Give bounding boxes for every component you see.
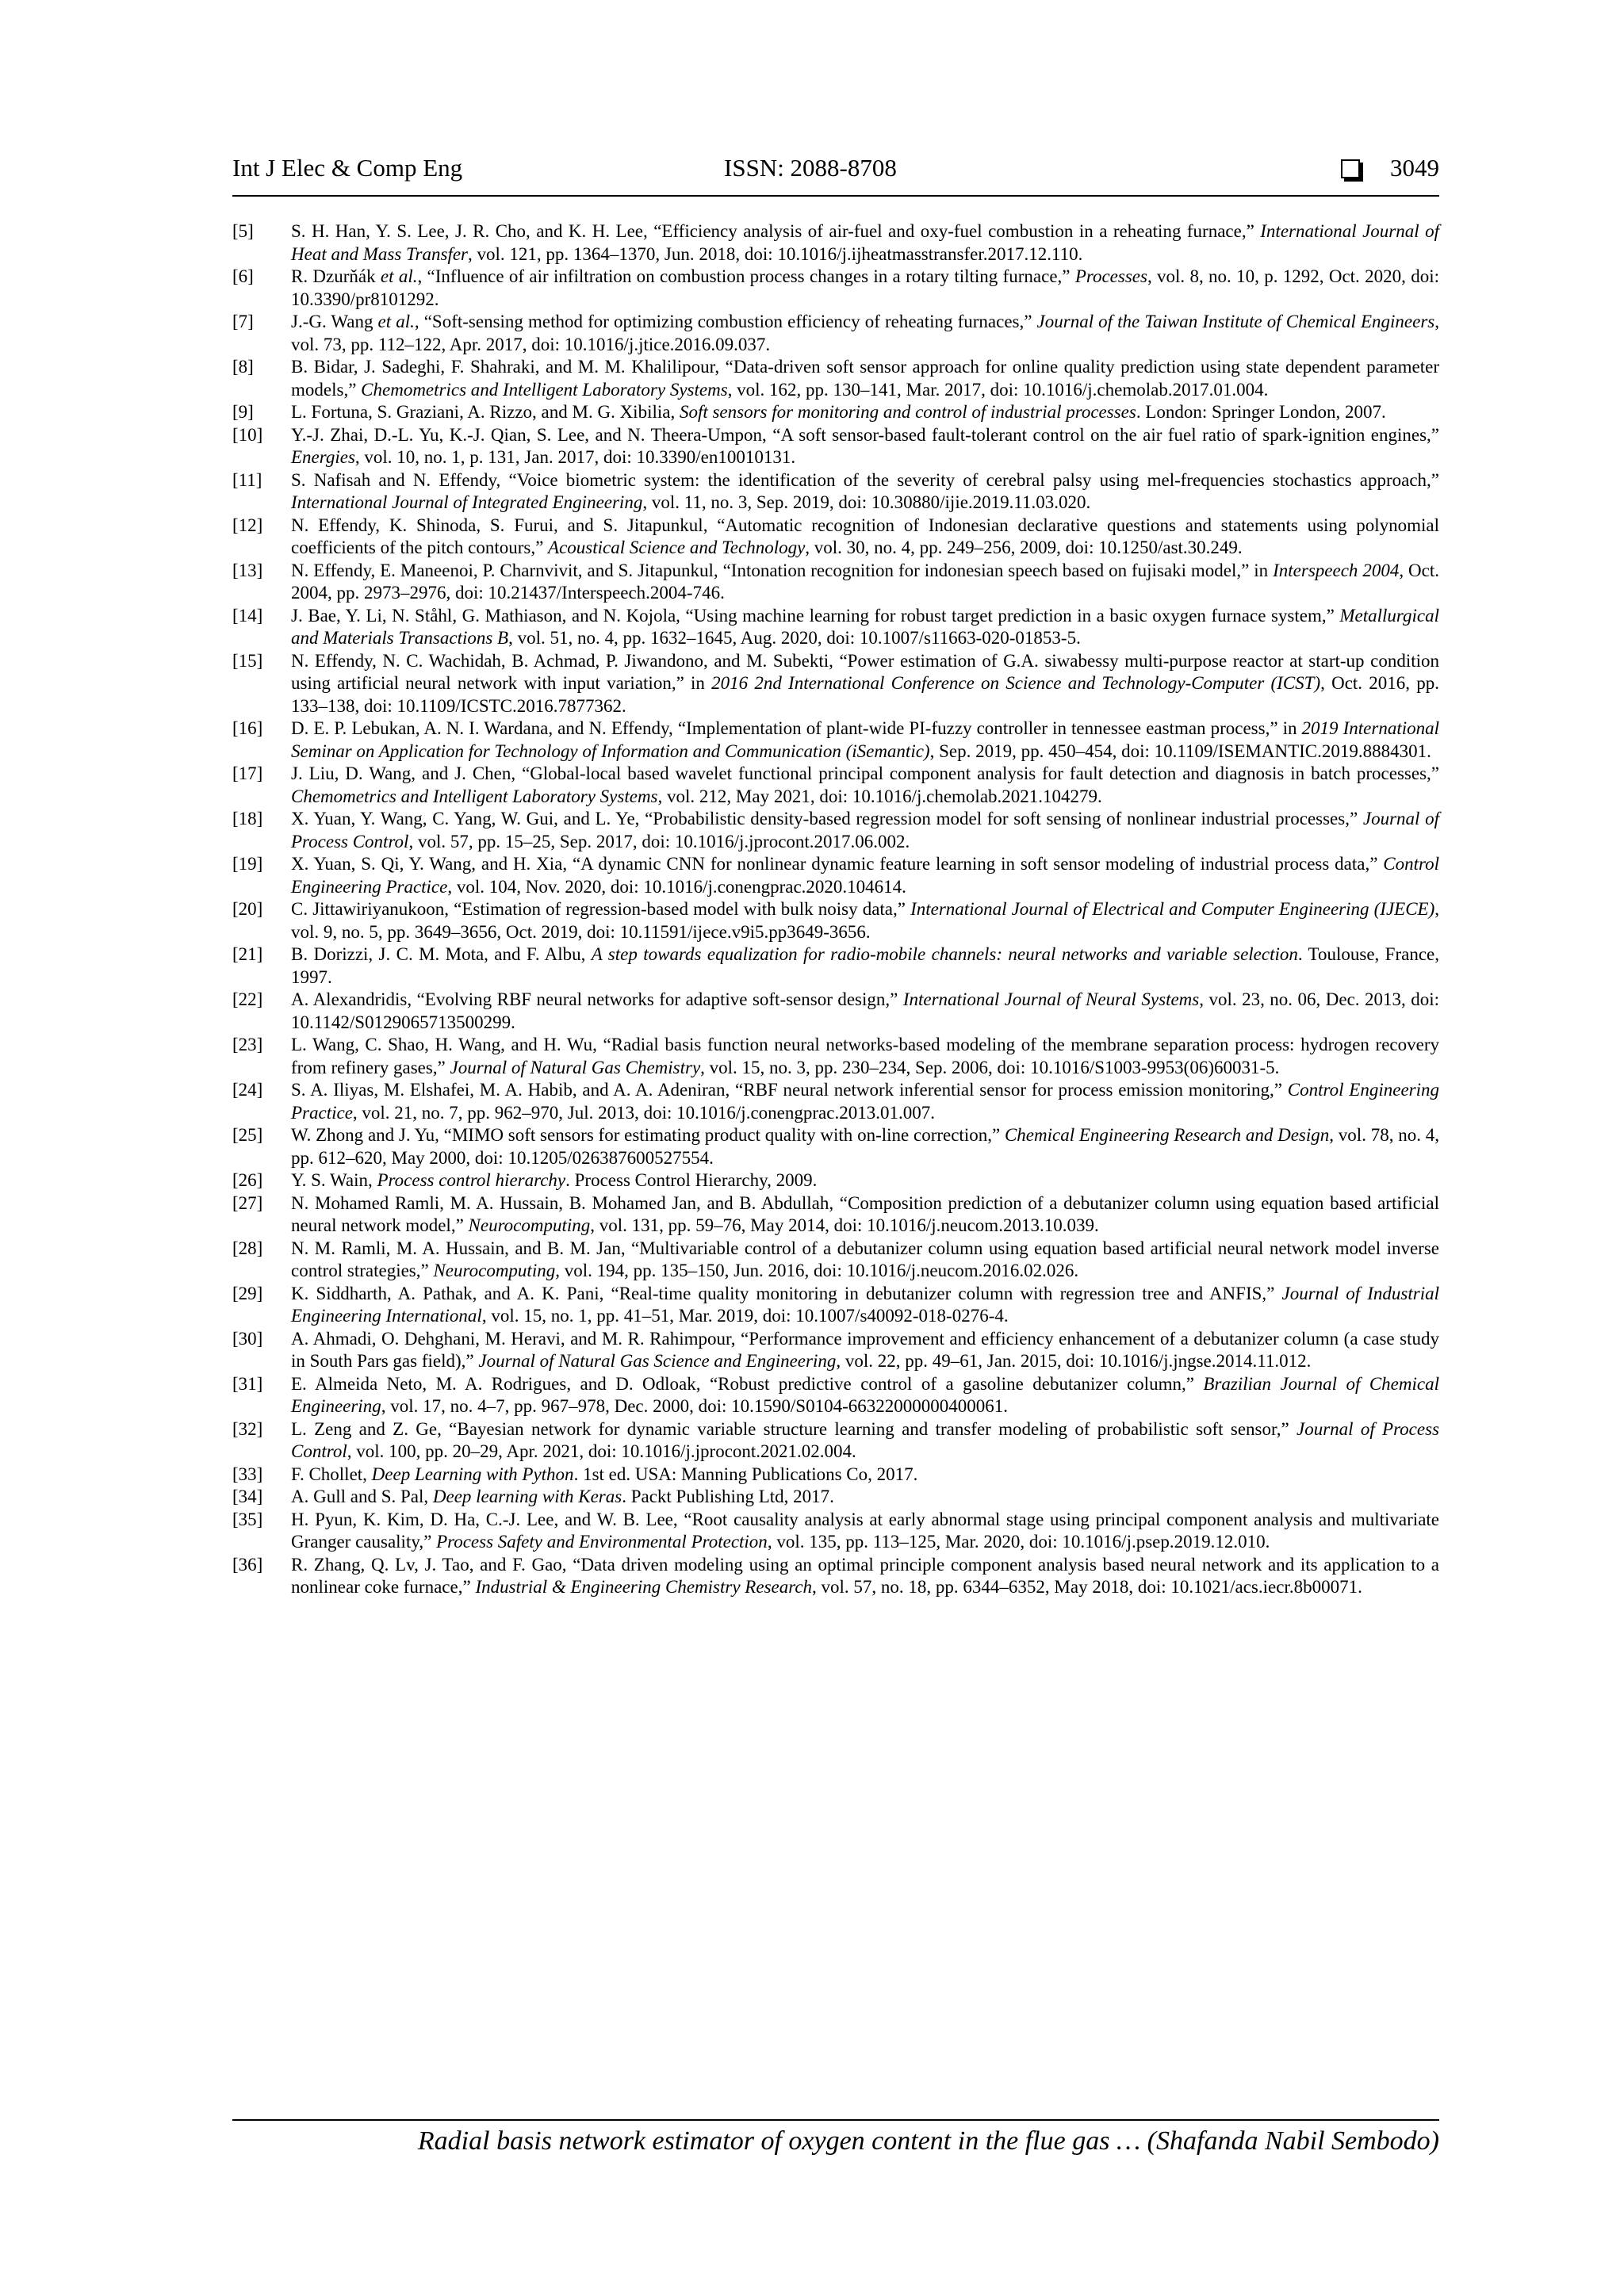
reference-text <box>291 1169 1439 1192</box>
reference-text-part: A. Ahmadi, O. Dehghani, M. Heravi, and M. R. Rahimpour, “Performance improvement and efficiency enhancement of a debutanizer column (a case study in South Pars gas field),” <box>291 1328 1439 1371</box>
reference-number: [30] <box>232 1328 263 1349</box>
reference-source-italic: Metallurgical and Materials Transactions B <box>291 605 1439 648</box>
reference-text-part: , vol. 57, no. 18, pp. 6344–6352, May 2018, doi: 10.1021/acs.iecr.8b00071. <box>812 1577 1362 1597</box>
reference-text-part: , vol. 15, no. 3, pp. 230–234, Sep. 2006, doi: 10.1016/S1003-9953(06)60031-5. <box>700 1057 1280 1077</box>
reference-text <box>291 1554 1439 1599</box>
reference-text <box>291 356 1439 401</box>
reference-number: [20] <box>232 899 263 919</box>
reference-source-italic: Acoustical Science and Technology <box>548 538 806 557</box>
reference-source-italic: Process Safety and Environmental Protection <box>436 1532 768 1552</box>
reference-item <box>232 650 1439 718</box>
reference-text-part: . Process Control Hierarchy, 2009. <box>565 1170 818 1190</box>
reference-text <box>291 220 1439 266</box>
reference-text-part: , “Influence of air infiltration on combustion process changes in a rotary tilting furnace,” <box>417 266 1075 286</box>
reference-text-part: A. Alexandridis, “Evolving RBF neural networks for adaptive soft-sensor design,” <box>291 989 903 1009</box>
reference-list <box>232 220 1439 1599</box>
reference-number: [25] <box>232 1125 263 1145</box>
reference-text <box>291 560 1439 605</box>
reference-item <box>232 898 1439 943</box>
reference-source-italic: et al. <box>377 312 415 331</box>
reference-text-part: , vol. 212, May 2021, doi: 10.1016/j.chemolab.2021.104279. <box>657 786 1102 806</box>
reference-number: [29] <box>232 1283 263 1303</box>
reference-number: [21] <box>232 944 263 964</box>
reference-source-italic: Journal of Natural Gas Chemistry <box>450 1057 701 1077</box>
reference-item <box>232 424 1439 469</box>
reference-source-italic: Process control hierarchy <box>377 1170 566 1190</box>
reference-item <box>232 1192 1439 1238</box>
reference-item <box>232 469 1439 515</box>
reference-item <box>232 763 1439 808</box>
reference-item <box>232 605 1439 650</box>
reference-text <box>291 266 1439 311</box>
reference-source-italic: Journal of Process Control <box>291 1418 1439 1461</box>
reference-number: [14] <box>232 605 263 626</box>
reference-text-part: , Oct. 2016, pp. 133–138, doi: 10.1109/ICSTC.2016.7877362. <box>291 673 1439 716</box>
reference-source-italic: Control Engineering Practice <box>291 854 1439 897</box>
reference-number: [23] <box>232 1035 263 1054</box>
reference-text <box>291 401 1439 424</box>
reference-item <box>232 1169 1439 1192</box>
reference-text <box>291 650 1439 718</box>
reference-number: [19] <box>232 854 263 874</box>
reference-source-italic: Journal of the Taiwan Institute of Chemical Engineers <box>1036 312 1435 331</box>
reference-number: [28] <box>232 1238 263 1258</box>
reference-text <box>291 1328 1439 1373</box>
reference-source-italic: Control Engineering Practice <box>291 1080 1439 1123</box>
reference-text <box>291 424 1439 469</box>
reference-number: [26] <box>232 1170 263 1190</box>
reference-text-part: , vol. 131, pp. 59–76, May 2014, doi: 10.1016/j.neucom.2013.10.039. <box>590 1215 1099 1235</box>
reference-text-part: , vol. 162, pp. 130–141, Mar. 2017, doi: 10.1016/j.chemolab.2017.01.004. <box>727 379 1269 400</box>
reference-text-part: N. Effendy, K. Shinoda, S. Furui, and S. Jitapunkul, “Automatic recognition of Indonesian declarative questions and statements using polynomial coefficients of the pitch contours,” <box>291 515 1439 557</box>
reference-item <box>232 515 1439 560</box>
reference-text <box>291 515 1439 560</box>
reference-number: [11] <box>232 469 262 490</box>
reference-item <box>232 266 1439 311</box>
reference-text <box>291 718 1439 763</box>
reference-number: [9] <box>232 402 254 422</box>
reference-text-part: W. Zhong and J. Yu, “MIMO soft sensors for estimating product quality with on-line correction,” <box>291 1125 1005 1145</box>
reference-text-part: D. E. P. Lebukan, A. N. I. Wardana, and N. Effendy, “Implementation of plant-wide PI-fuzzy controller in tennessee eastman process,” in <box>291 718 1302 738</box>
reference-text-part: J.-G. Wang <box>291 312 378 331</box>
reference-number: [35] <box>232 1509 263 1529</box>
reference-number: [10] <box>232 424 263 445</box>
reference-source-italic: Chemometrics and Intelligent Laboratory Systems <box>361 379 728 400</box>
reference-text-part: , vol. 9, no. 5, pp. 3649–3656, Oct. 2019, doi: 10.11591/ijece.v9i5.pp3649-3656. <box>291 899 1440 942</box>
footer-rule <box>232 2119 1439 2121</box>
reference-text <box>291 1124 1439 1169</box>
reference-item <box>232 1464 1439 1487</box>
reference-text-part: , vol. 194, pp. 135–150, Jun. 2016, doi: 10.1016/j.neucom.2016.02.026. <box>555 1261 1079 1280</box>
reference-text-part: , vol. 21, no. 7, pp. 962–970, Jul. 2013, doi: 10.1016/j.conengprac.2013.01.007. <box>352 1102 935 1123</box>
reference-text-part: , vol. 135, pp. 113–125, Mar. 2020, doi: 10.1016/j.psep.2019.12.010. <box>767 1532 1270 1552</box>
reference-source-italic: International Journal of Heat and Mass Transfer <box>291 221 1439 264</box>
reference-text-part: N. Effendy, N. C. Wachidah, B. Achmad, P. Jiwandono, and M. Subekti, “Power estimation of G.A. siwabessy multi-purpose reactor at start-up condition using artificial neural network with input variation,” in <box>291 650 1439 693</box>
page-number-group <box>1341 154 1439 182</box>
reference-source-italic: 2016 2nd International Conference on Science and Technology-Computer (ICST) <box>711 673 1321 693</box>
reference-item <box>232 1079 1439 1124</box>
reference-number: [31] <box>232 1373 263 1394</box>
reference-source-italic: International Journal of Neural Systems <box>902 989 1200 1009</box>
reference-source-italic: International Journal of Integrated Engineering <box>291 492 643 512</box>
reference-text <box>291 1486 1439 1509</box>
reference-number: [17] <box>232 763 263 783</box>
reference-text-part: B. Dorizzi, J. C. M. Mota, and F. Albu, <box>291 944 592 964</box>
reference-text-part: , vol. 30, no. 4, pp. 249–256, 2009, doi: 10.1250/ast.30.249. <box>805 538 1243 557</box>
reference-text-part: , “Soft-sensing method for optimizing combustion efficiency of reheating furnaces,” <box>414 312 1037 331</box>
reference-source-italic: Journal of Process Control <box>291 809 1439 851</box>
reference-source-italic: Neurocomputing <box>433 1261 556 1280</box>
reference-source-italic: Neurocomputing <box>468 1215 591 1235</box>
running-title: Radial basis network estimator of oxygen content in the flue gas … (Shafanda Nabil Sembodo) <box>417 2126 1439 2156</box>
reference-source-italic: Interspeech 2004 <box>1273 560 1400 580</box>
reference-item <box>232 401 1439 424</box>
reference-number: [24] <box>232 1080 263 1100</box>
reference-number: [12] <box>232 515 263 535</box>
reference-item <box>232 1238 1439 1283</box>
reference-item <box>232 943 1439 989</box>
reference-item <box>232 1486 1439 1509</box>
reference-text-part: N. Effendy, E. Maneenoi, P. Charnvivit, and S. Jitapunkul, “Intonation recognition for indonesian speech based on fujisaki model,” in <box>291 560 1274 580</box>
reference-item <box>232 1373 1439 1418</box>
issn: ISSN: 2088-8708 <box>724 154 897 182</box>
reference-text-part: H. Pyun, K. Kim, D. Ha, C.-J. Lee, and W. B. Lee, “Root causality analysis at early abnormal stage using principal component analysis and multivariate Granger causality,” <box>291 1509 1439 1552</box>
reference-text-part: C. Jittawiriyanukoon, “Estimation of regression-based model with bulk noisy data,” <box>291 899 911 919</box>
reference-text-part: , vol. 73, pp. 112–122, Apr. 2017, doi: 10.1016/j.jtice.2016.09.037. <box>291 312 1439 354</box>
reference-text-part: L. Wang, C. Shao, H. Wang, and H. Wu, “Radial basis function neural networks-based modeling of the membrane separation process: hydrogen recovery from refinery gases,” <box>291 1035 1439 1077</box>
page-header <box>232 154 1439 192</box>
page-number: 3049 <box>1390 154 1439 182</box>
reference-text-part: , vol. 15, no. 1, pp. 41–51, Mar. 2019, doi: 10.1007/s40092-018-0276-4. <box>481 1306 1009 1326</box>
reference-text-part: . London: Springer London, 2007. <box>1136 402 1386 422</box>
square-bullet-icon <box>1341 159 1360 178</box>
reference-number: [27] <box>232 1192 263 1213</box>
reference-text-part: S. A. Iliyas, M. Elshafei, M. A. Habib, and A. A. Adeniran, “RBF neural network inferential sensor for process emission monitoring,” <box>291 1080 1288 1100</box>
reference-text-part: B. Bidar, J. Sadeghi, F. Shahraki, and M. M. Khalilipour, “Data-driven soft sensor approach for online quality prediction using state dependent parameter models,” <box>291 357 1439 400</box>
reference-number: [18] <box>232 809 263 828</box>
reference-source-italic: Journal of Industrial Engineering International <box>291 1283 1440 1326</box>
reference-text <box>291 1192 1439 1238</box>
reference-text <box>291 311 1439 356</box>
reference-text <box>291 1034 1439 1079</box>
reference-source-italic: Journal of Natural Gas Science and Engineering <box>478 1351 837 1371</box>
reference-source-italic: A step towards equalization for radio-mobile channels: neural networks and variable selection <box>591 944 1298 964</box>
reference-text-part: Y. S. Wain, <box>291 1170 377 1190</box>
reference-text <box>291 1373 1439 1418</box>
reference-text-part: X. Yuan, Y. Wang, C. Yang, W. Gui, and L. Ye, “Probabilistic density-based regression model for soft sensing of nonlinear industrial processes,” <box>291 809 1363 828</box>
journal-name: Int J Elec & Comp Eng <box>232 154 463 182</box>
reference-text <box>291 808 1439 853</box>
reference-text-part: S. Nafisah and N. Effendy, “Voice biometric system: the identification of the severity of cerebral palsy using mel-frequencies stochastics approach,” <box>291 469 1439 490</box>
reference-text-part: X. Yuan, S. Qi, Y. Wang, and H. Xia, “A dynamic CNN for nonlinear dynamic feature learning in soft sensor modeling of industrial process data,” <box>291 854 1384 874</box>
reference-item <box>232 311 1439 356</box>
reference-text <box>291 1509 1439 1554</box>
reference-text <box>291 1079 1439 1124</box>
reference-text-part: . 1st ed. USA: Manning Publications Co, 2017. <box>573 1464 918 1484</box>
reference-text-part: . Toulouse, France, 1997. <box>291 944 1439 987</box>
reference-text-part: F. Chollet, <box>291 1464 372 1484</box>
reference-text-part: , vol. 10, no. 1, p. 131, Jan. 2017, doi: 10.3390/en10010131. <box>354 447 796 467</box>
reference-text <box>291 763 1439 808</box>
reference-number: [13] <box>232 560 263 580</box>
reference-item <box>232 853 1439 898</box>
reference-text-part: Y.-J. Zhai, D.-L. Yu, K.-J. Qian, S. Lee, and N. Theera-Umpon, “A soft sensor-based fault-tolerant control on the air fuel ratio of spark-ignition engines,” <box>291 424 1439 445</box>
reference-text-part: , Sep. 2019, pp. 450–454, doi: 10.1109/ISEMANTIC.2019.8884301. <box>929 740 1431 761</box>
reference-number: [6] <box>232 266 254 286</box>
reference-text-part: S. H. Han, Y. S. Lee, J. R. Cho, and K. H. Lee, “Efficiency analysis of air-fuel and oxy-fuel combustion in a reheating furnace,” <box>291 221 1261 241</box>
reference-text <box>291 469 1439 515</box>
reference-number: [16] <box>232 718 263 738</box>
reference-text <box>291 853 1439 898</box>
reference-item <box>232 356 1439 401</box>
reference-text <box>291 1418 1439 1464</box>
reference-item <box>232 1283 1439 1328</box>
reference-source-italic: Deep learning with Keras <box>432 1487 622 1506</box>
reference-item <box>232 220 1439 266</box>
reference-item <box>232 1509 1439 1554</box>
reference-text-part: , vol. 121, pp. 1364–1370, Jun. 2018, doi: 10.1016/j.ijheatmasstransfer.2017.12.110. <box>468 243 1083 264</box>
reference-text-part: E. Almeida Neto, M. A. Rodrigues, and D. Odloak, “Robust predictive control of a gasoline debutanizer column,” <box>291 1373 1204 1394</box>
reference-text <box>291 898 1439 943</box>
reference-text-part: L. Zeng and Z. Ge, “Bayesian network for dynamic variable structure learning and transfer modeling of probabilistic soft sensor,” <box>291 1418 1297 1439</box>
reference-item <box>232 808 1439 853</box>
reference-text-part: , vol. 8, no. 10, p. 1292, Oct. 2020, doi: 10.3390/pr8101292. <box>291 266 1439 309</box>
reference-source-italic: et al. <box>380 266 418 286</box>
reference-text-part: , vol. 51, no. 4, pp. 1632–1645, Aug. 2020, doi: 10.1007/s11663-020-01853-5. <box>508 628 1081 648</box>
reference-text-part: L. Fortuna, S. Graziani, A. Rizzo, and M. G. Xibilia, <box>291 402 680 422</box>
reference-item <box>232 1418 1439 1464</box>
reference-text-part: , vol. 78, no. 4, pp. 612–620, May 2000, doi: 10.1205/026387600527554. <box>291 1125 1440 1168</box>
reference-text <box>291 605 1439 650</box>
reference-text <box>291 989 1439 1034</box>
reference-text-part: , vol. 104, Nov. 2020, doi: 10.1016/j.conengprac.2020.104614. <box>447 876 906 897</box>
reference-number: [32] <box>232 1418 263 1439</box>
header-rule <box>232 195 1439 197</box>
reference-item <box>232 1124 1439 1169</box>
reference-text-part: , Oct. 2004, pp. 2973–2976, doi: 10.21437/Interspeech.2004-746. <box>291 560 1439 603</box>
reference-text-part: N. M. Ramli, M. A. Hussain, and B. M. Jan, “Multivariable control of a debutanizer column using equation based artificial neural network model inverse control strategies,” <box>291 1238 1439 1280</box>
reference-item <box>232 718 1439 763</box>
reference-number: [36] <box>232 1554 263 1575</box>
reference-text-part: A. Gull and S. Pal, <box>291 1487 433 1506</box>
reference-text <box>291 943 1439 989</box>
reference-number: [15] <box>232 650 263 671</box>
reference-item <box>232 1554 1439 1599</box>
reference-source-italic: Soft sensors for monitoring and control of industrial processes <box>679 402 1136 422</box>
reference-item <box>232 560 1439 605</box>
reference-text-part: , vol. 17, no. 4–7, pp. 967–978, Dec. 2000, doi: 10.1590/S0104-66322000000400061. <box>381 1396 1008 1416</box>
reference-text-part: J. Liu, D. Wang, and J. Chen, “Global-local based wavelet functional principal component analysis for fault detection and diagnosis in batch processes,” <box>291 763 1439 783</box>
reference-source-italic: 2019 International Seminar on Application for Technology of Information and Communication (iSemantic) <box>291 718 1439 761</box>
reference-number: [33] <box>232 1464 263 1484</box>
reference-text-part: R. Dzurňák <box>291 266 381 286</box>
reference-source-italic: Chemometrics and Intelligent Laboratory Systems <box>291 786 658 806</box>
reference-text-part: . Packt Publishing Ltd, 2017. <box>622 1487 834 1506</box>
reference-text <box>291 1283 1439 1328</box>
reference-text-part: , vol. 57, pp. 15–25, Sep. 2017, doi: 10.1016/j.jprocont.2017.06.002. <box>408 831 910 851</box>
reference-text-part: K. Siddharth, A. Pathak, and A. K. Pani, “Real-time quality monitoring in debutanizer column with regression tree and ANFIS,” <box>291 1283 1282 1303</box>
reference-text-part: R. Zhang, Q. Lv, J. Tao, and F. Gao, “Data driven modeling using an optimal principle component analysis based neural network and its application to a nonlinear coke furnace,” <box>291 1554 1439 1597</box>
reference-source-italic: Energies <box>291 447 355 467</box>
reference-source-italic: Chemical Engineering Research and Design <box>1004 1125 1330 1145</box>
reference-item <box>232 1328 1439 1373</box>
reference-number: [34] <box>232 1487 263 1506</box>
reference-source-italic: International Journal of Electrical and Computer Engineering (IJECE) <box>910 899 1435 919</box>
reference-text-part: , vol. 11, no. 3, Sep. 2019, doi: 10.30880/ijie.2019.11.03.020. <box>642 492 1091 512</box>
reference-number: [22] <box>232 989 263 1009</box>
reference-item <box>232 989 1439 1034</box>
reference-text-part: N. Mohamed Ramli, M. A. Hussain, B. Mohamed Jan, and B. Abdullah, “Composition prediction of a debutanizer column using equation based artificial neural network model,” <box>291 1192 1439 1235</box>
reference-number: [5] <box>232 221 254 241</box>
reference-text-part: , vol. 22, pp. 49–61, Jan. 2015, doi: 10.1016/j.jngse.2014.11.012. <box>836 1351 1312 1371</box>
reference-source-italic: Deep Learning with Python <box>371 1464 574 1484</box>
reference-item <box>232 1034 1439 1079</box>
reference-source-italic: Brazilian Journal of Chemical Engineering <box>291 1373 1439 1416</box>
reference-source-italic: Processes <box>1074 266 1147 286</box>
reference-source-italic: Industrial & Engineering Chemistry Research <box>475 1577 813 1597</box>
reference-text <box>291 1464 1439 1487</box>
reference-text <box>291 1238 1439 1283</box>
reference-text-part: , vol. 100, pp. 20–29, Apr. 2021, doi: 10.1016/j.jprocont.2021.02.004. <box>347 1441 856 1461</box>
reference-number: [7] <box>232 312 254 331</box>
reference-text-part: , vol. 23, no. 06, Dec. 2013, doi: 10.1142/S0129065713500299. <box>291 989 1439 1032</box>
reference-number: [8] <box>232 357 254 377</box>
reference-text-part: J. Bae, Y. Li, N. Ståhl, G. Mathiason, and N. Kojola, “Using machine learning for robust target prediction in a basic oxygen furnace system,” <box>291 605 1340 626</box>
